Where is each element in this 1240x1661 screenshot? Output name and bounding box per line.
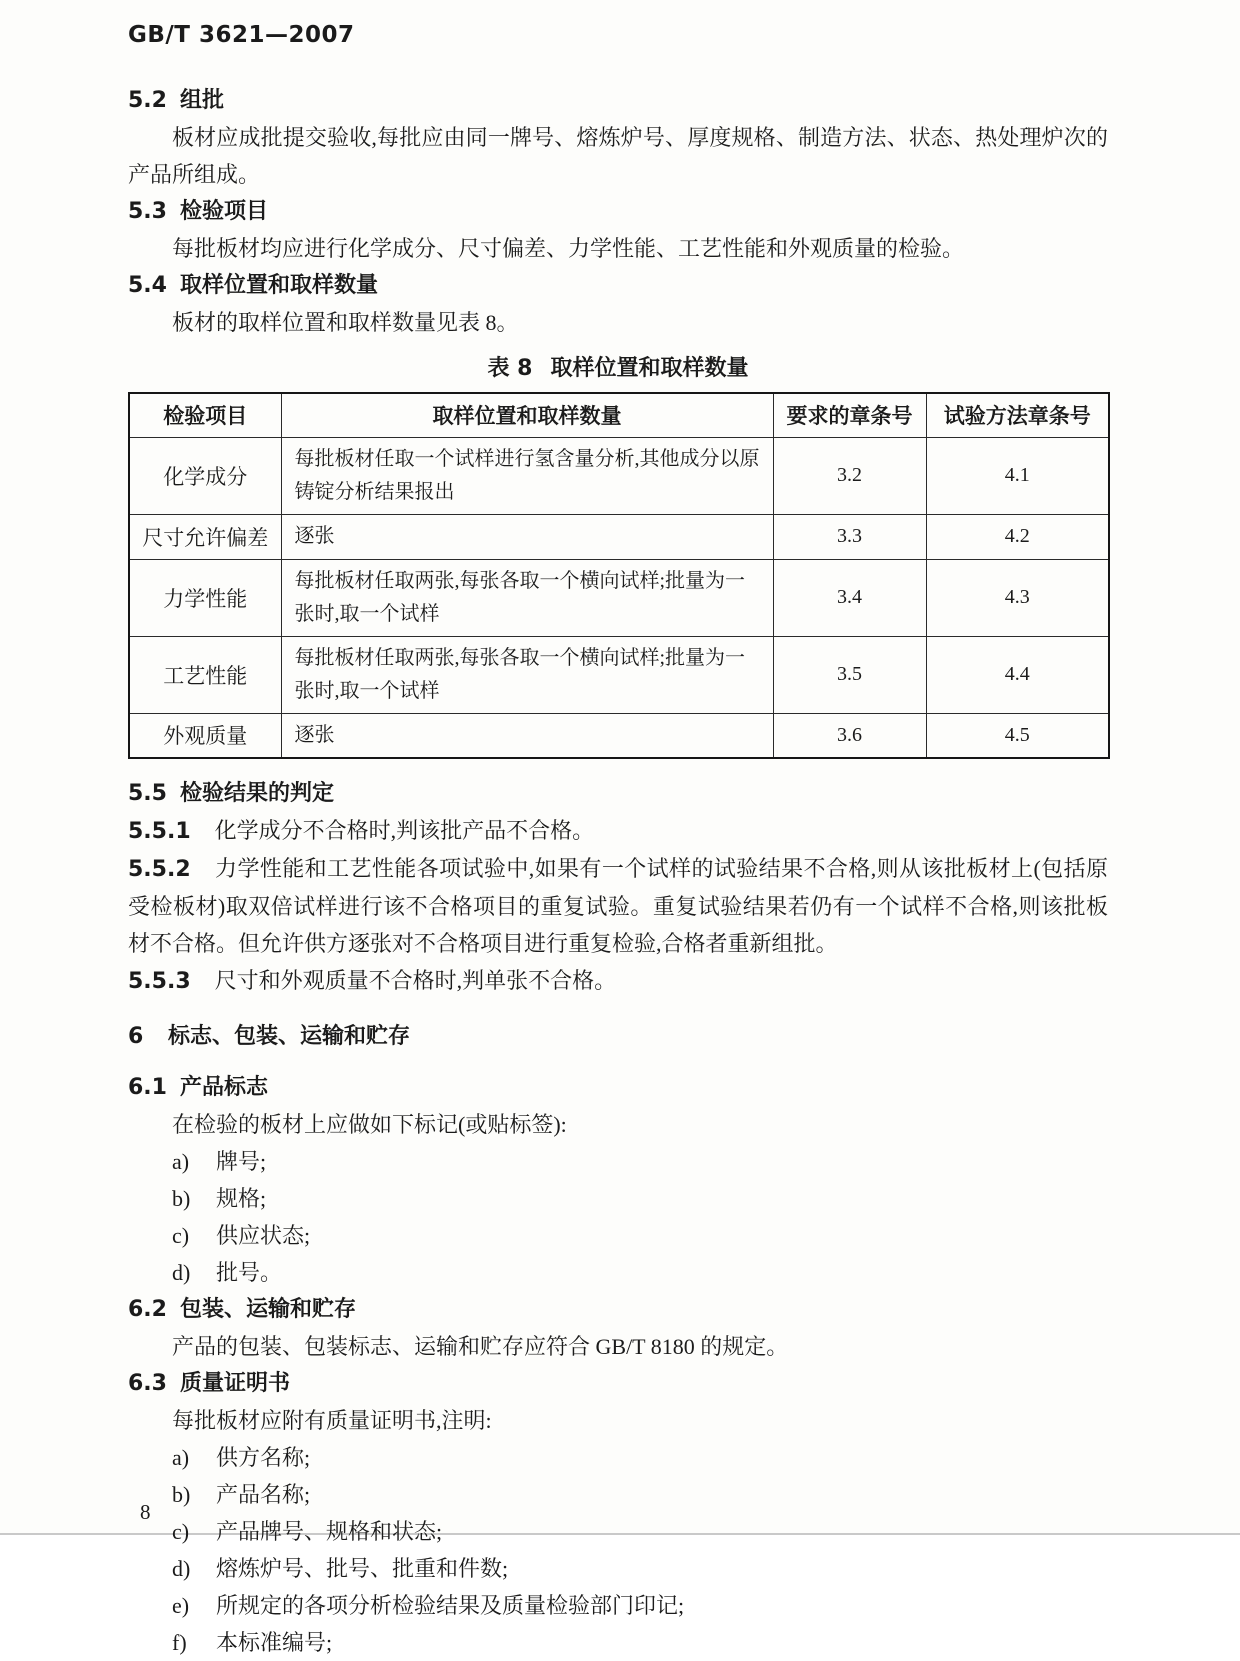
cell-method: 4.4 <box>926 636 1109 713</box>
cell-item: 化学成分 <box>129 437 281 514</box>
item-letter: c) <box>172 1222 190 1248</box>
item-text: 供应状态; <box>216 1222 311 1248</box>
list-item <box>128 1550 1108 1587</box>
list-item <box>128 1217 1108 1254</box>
section-title: 取样位置和取样数量 <box>180 273 379 298</box>
section-number: 6.1 <box>128 1074 167 1100</box>
clause-5-5-1 <box>128 812 1108 850</box>
table-8 <box>128 392 1110 759</box>
clause-5-5-2 <box>128 850 1108 962</box>
clause-number: 5.5.1 <box>128 818 191 844</box>
cell-method: 4.1 <box>926 437 1109 514</box>
paragraph-6-2: 产品的包装、包装标志、运输和贮存应符合 GB/T 8180 的规定。 <box>172 1333 789 1359</box>
heading-5-2 <box>128 82 1108 119</box>
clause-text: 尺寸和外观质量不合格时,判单张不合格。 <box>214 967 617 993</box>
section-number: 5.4 <box>128 273 167 298</box>
item-text: 产品名称; <box>216 1481 311 1507</box>
item-letter: e) <box>172 1592 190 1618</box>
item-text: 规格; <box>216 1185 267 1211</box>
item-letter: d) <box>172 1555 191 1581</box>
table-row <box>129 514 1109 559</box>
cell-sampling: 每批板材任取一个试样进行氢含量分析,其他成分以原铸锭分析结果报出 <box>281 437 773 514</box>
item-text: 所规定的各项分析检验结果及质量检验部门印记; <box>216 1592 685 1618</box>
list-item <box>128 1624 1108 1661</box>
item-text: 批号。 <box>216 1259 283 1285</box>
section-title: 产品标志 <box>180 1074 269 1100</box>
item-letter: f) <box>172 1629 187 1655</box>
item-letter: a) <box>172 1444 190 1470</box>
item-text: 产品牌号、规格和状态; <box>216 1518 443 1544</box>
heading-6-2 <box>128 1291 1108 1328</box>
page-number: 8 <box>140 1500 151 1524</box>
heading-6-3 <box>128 1365 1108 1402</box>
paragraph-6-1: 在检验的板材上应做如下标记(或贴标签): <box>172 1111 567 1137</box>
list-item <box>128 1476 1108 1513</box>
table-row <box>129 636 1109 713</box>
cell-sampling: 每批板材任取两张,每张各取一个横向试样;批量为一张时,取一个试样 <box>281 636 773 713</box>
clause-number: 5.5.3 <box>128 968 191 994</box>
section-title: 检验结果的判定 <box>180 780 335 806</box>
cell-requirement: 3.4 <box>773 559 926 636</box>
item-letter: b) <box>172 1481 191 1507</box>
list-item <box>128 1439 1108 1476</box>
table-header-row <box>129 393 1109 437</box>
table-row <box>129 713 1109 758</box>
section-number: 5.2 <box>128 88 167 113</box>
cell-method: 4.5 <box>926 713 1109 758</box>
paragraph-6-3: 每批板材应附有质量证明书,注明: <box>172 1407 492 1433</box>
clause-text: 化学成分不合格时,判该批产品不合格。 <box>214 817 595 843</box>
heading-5-4 <box>128 267 1108 304</box>
section-title: 检验项目 <box>180 199 269 224</box>
column-header-requirement-clause: 要求的章条号 <box>773 393 926 437</box>
cell-item: 外观质量 <box>129 713 281 758</box>
paragraph-5-2: 板材应成批提交验收,每批应由同一牌号、熔炼炉号、厚度规格、制造方法、状态、热处理炉次的产品所组成。 <box>128 125 1108 187</box>
cell-method: 4.2 <box>926 514 1109 559</box>
list-item <box>128 1513 1108 1550</box>
cell-requirement: 3.3 <box>773 514 926 559</box>
table-row <box>129 437 1109 514</box>
column-header-test-method-clause: 试验方法章条号 <box>926 393 1109 437</box>
table-8-caption <box>128 351 1108 382</box>
item-letter: b) <box>172 1185 191 1211</box>
list-item <box>128 1254 1108 1291</box>
section-number: 6 <box>128 1023 144 1049</box>
section-title: 组批 <box>180 88 225 113</box>
item-letter: a) <box>172 1148 190 1174</box>
paragraph-5-4: 板材的取样位置和取样数量见表 8。 <box>172 310 519 335</box>
cell-item: 力学性能 <box>129 559 281 636</box>
item-text: 牌号; <box>216 1148 267 1174</box>
cell-item: 尺寸允许偏差 <box>129 514 281 559</box>
cell-sampling: 每批板材任取两张,每张各取一个横向试样;批量为一张时,取一个试样 <box>281 559 773 636</box>
marking-list <box>128 1143 1108 1291</box>
table-caption-title: 取样位置和取样数量 <box>550 356 749 381</box>
heading-6 <box>128 1018 1108 1055</box>
item-letter: d) <box>172 1259 191 1285</box>
cell-sampling: 逐张 <box>281 514 773 559</box>
standard-number-header: GB/T 3621—2007 <box>128 22 355 48</box>
cell-sampling: 逐张 <box>281 713 773 758</box>
item-letter: c) <box>172 1518 190 1544</box>
clause-text: 力学性能和工艺性能各项试验中,如果有一个试样的试验结果不合格,则从该批板材上(包括原受检板材)取双倍试样进行该不合格项目的重复试验。重复试验结果若仍有一个试样不合格,则该批板材不合格。但允许供方逐张对不合格项目进行重复检验,合格者重新组批。 <box>128 855 1108 956</box>
cell-requirement: 3.6 <box>773 713 926 758</box>
column-header-inspection-item: 检验项目 <box>129 393 281 437</box>
clause-number: 5.5.2 <box>128 856 191 882</box>
heading-5-5 <box>128 775 1108 812</box>
certificate-list <box>128 1439 1108 1661</box>
column-header-sampling: 取样位置和取样数量 <box>281 393 773 437</box>
section-number: 5.3 <box>128 199 167 224</box>
section-number: 5.5 <box>128 780 167 806</box>
item-text: 本标准编号; <box>216 1629 333 1655</box>
section-title: 包装、运输和贮存 <box>180 1296 357 1322</box>
item-text: 供方名称; <box>216 1444 311 1470</box>
section-number: 6.2 <box>128 1296 167 1322</box>
list-item <box>128 1143 1108 1180</box>
list-item <box>128 1180 1108 1217</box>
heading-5-3 <box>128 193 1108 230</box>
cell-requirement: 3.2 <box>773 437 926 514</box>
cell-method: 4.3 <box>926 559 1109 636</box>
cell-item: 工艺性能 <box>129 636 281 713</box>
table-row <box>129 559 1109 636</box>
item-text: 熔炼炉号、批号、批重和件数; <box>216 1555 509 1581</box>
paragraph-5-3: 每批板材均应进行化学成分、尺寸偏差、力学性能、工艺性能和外观质量的检验。 <box>172 236 965 261</box>
table-caption-number: 表 8 <box>487 356 533 381</box>
section-title: 标志、包装、运输和贮存 <box>168 1023 411 1049</box>
clause-5-5-3 <box>128 962 1108 1000</box>
section-number: 6.3 <box>128 1370 167 1396</box>
list-item <box>128 1587 1108 1624</box>
heading-6-1 <box>128 1069 1108 1106</box>
cell-requirement: 3.5 <box>773 636 926 713</box>
section-title: 质量证明书 <box>180 1370 291 1396</box>
